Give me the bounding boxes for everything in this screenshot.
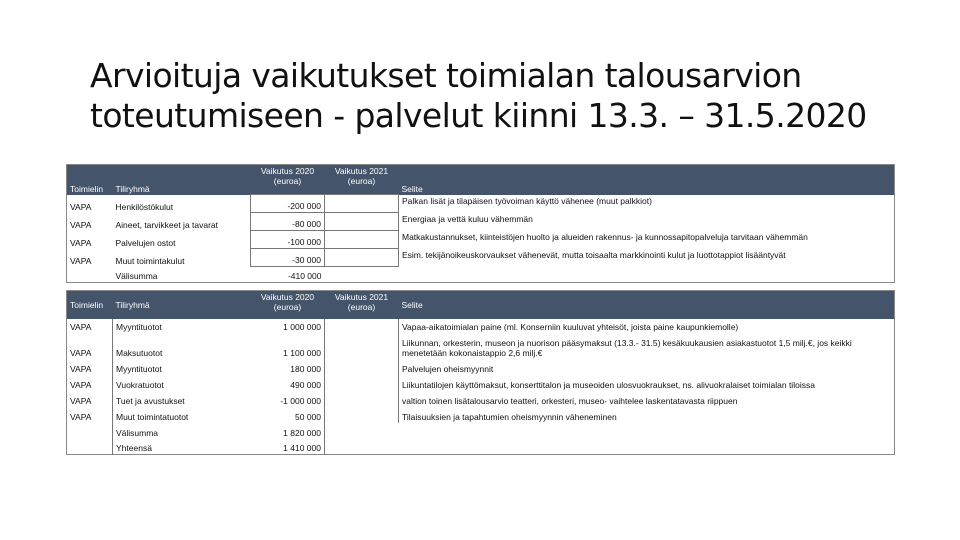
cell-toimielin: VAPA: [70, 363, 92, 374]
cell-toimielin: VAPA: [70, 255, 92, 266]
cell-tiliryhma: Myyntituotot: [113, 359, 251, 375]
table-row: [67, 319, 895, 333]
table-header-row: [67, 165, 895, 195]
cell-toimielin: VAPA: [70, 347, 92, 358]
cell-toimielin: VAPA: [70, 395, 92, 406]
cell-tiliryhma: Palvelujen ostot: [115, 237, 176, 248]
cell-v2021: [325, 407, 399, 423]
cell-v2020: 490 000: [290, 379, 321, 390]
cell-selite: Vapaa-aikatoimialan paine (ml. Konserniin kuuluvat yhteisöt, joista paine kaupunkiemolle): [399, 319, 895, 333]
total-row: [67, 439, 895, 455]
slide-title-line-2: toteutumiseen - palvelut kiinni 13.3. – 31.5.2020: [90, 96, 867, 135]
cell-v2021: [325, 359, 399, 375]
subtotal-v2020: -410 000: [287, 271, 322, 281]
header-selite: Selite: [399, 291, 895, 319]
cell-tiliryhma: Henkilöstökulut: [115, 201, 174, 212]
table-row: [67, 407, 895, 423]
header-vaikutus-2020: Vaikutus 2020 (euroa): [251, 165, 325, 195]
cell-v2020: 180 000: [290, 363, 321, 374]
table-row: [67, 195, 895, 213]
header-vaikutus-2020: Vaikutus 2020 (euroa): [251, 291, 325, 319]
table-row: [67, 249, 895, 267]
cell-toimielin: VAPA: [70, 201, 92, 212]
cell-v2020: 1 100 000: [283, 347, 321, 358]
cell-v2021: [325, 333, 399, 359]
cell-selite: Palkan lisät ja tilapäisen työvoiman käyttö vähenee (muut palkkiot): [402, 195, 652, 206]
header-tiliryhma: Tiliryhmä: [113, 165, 251, 195]
cell-tiliryhma: Myyntituotot: [113, 319, 251, 333]
cell-v2020: -1 000 000: [280, 395, 321, 406]
cell-selite: Matkakustannukset, kiinteistöjen huolto ja alueiden rakennus- ja kunnossapitopalveluja tarvitaan vähemmän: [402, 231, 808, 242]
table-row: [67, 375, 895, 391]
table-row: [67, 391, 895, 407]
header-vaikutus-2021: Vaikutus 2021 (euroa): [325, 291, 399, 319]
cell-selite: Tilaisuuksien ja tapahtumien oheismyynnin väheneminen: [399, 407, 895, 423]
cell-v2021: [325, 391, 399, 407]
header-toimielin: Toimielin: [67, 291, 113, 319]
slide-title: [90, 56, 910, 136]
cell-v2020: -80 000: [251, 213, 325, 231]
cell-toimielin: VAPA: [70, 219, 92, 230]
cell-toimielin: VAPA: [70, 411, 92, 422]
cell-tiliryhma: Muut toimintakulut: [115, 255, 185, 266]
table-row: [67, 213, 895, 231]
cell-tiliryhma: Aineet, tarvikkeet ja tavarat: [115, 219, 219, 230]
table-row: [67, 333, 895, 359]
total-v2020: 1 410 000: [283, 443, 321, 453]
table-row: [67, 231, 895, 249]
cell-v2021: [325, 319, 399, 333]
cell-selite: valtion toinen lisätalousarvio teatteri, orkesteri, museo- vaihtelee laskentatavasta riippuen: [399, 391, 895, 407]
cell-v2021: [325, 213, 399, 231]
expenses-table: [66, 164, 895, 283]
cell-v2020: 1 000 000: [283, 321, 321, 332]
subtotal-row: [67, 423, 895, 439]
cell-v2021: [325, 231, 399, 249]
cell-tiliryhma: Muut toimintatuotot: [113, 407, 251, 423]
table-header-row: [67, 291, 895, 319]
cell-toimielin: VAPA: [70, 321, 92, 332]
subtotal-label: Välisumma: [115, 271, 158, 281]
cell-toimielin: VAPA: [70, 237, 92, 248]
revenues-table: [66, 290, 895, 455]
header-vaikutus-2021: Vaikutus 2021 (euroa): [325, 165, 399, 195]
cell-v2021: [325, 195, 399, 213]
header-tiliryhma: Tiliryhmä: [113, 291, 251, 319]
slide-title-line-1: Arvioituja vaikutukset toimialan talousarvion: [90, 56, 802, 95]
cell-v2020: -30 000: [251, 249, 325, 267]
subtotal-row: [67, 267, 895, 283]
cell-v2021: [325, 375, 399, 391]
cell-selite: Palvelujen oheismyynnit: [399, 359, 895, 375]
cell-v2021: [325, 249, 399, 267]
cell-selite: Energiaa ja vettä kuluu vähemmän: [402, 213, 533, 224]
cell-v2020: -200 000: [251, 195, 325, 213]
cell-selite: Liikunnan, orkesterin, museon ja nuorison pääsymaksut (13.3.- 31.5) kesäkuukausien asiakastuotot 1,5 milj.€, jos keikki menetetään kokonaistappio 2,6 milj.€: [399, 333, 895, 359]
header-selite: Selite: [399, 165, 895, 195]
header-toimielin: Toimielin: [67, 165, 113, 195]
cell-selite: Esim. tekijänoikeuskorvaukset vähenevät, mutta toisaalta markkinointi kulut ja luottotappiot lisääntyvät: [402, 249, 786, 260]
cell-v2020: 50 000: [295, 411, 321, 422]
cell-selite: Liikuntatilojen käyttömaksut, konserttitalon ja museoiden ulosvuokraukset, ns. alivuokralaiset toimialan tiloissa: [399, 375, 895, 391]
subtotal-v2020: 1 820 000: [283, 427, 321, 438]
cell-v2020: -100 000: [251, 231, 325, 249]
cell-tiliryhma: Tuet ja avustukset: [113, 391, 251, 407]
cell-tiliryhma: Vuokratuotot: [113, 375, 251, 391]
cell-tiliryhma: Maksutuotot: [113, 333, 251, 359]
table-row: [67, 359, 895, 375]
cell-toimielin: VAPA: [70, 379, 92, 390]
subtotal-label: Välisumma: [113, 423, 251, 439]
total-label: Yhteensä: [113, 439, 251, 455]
